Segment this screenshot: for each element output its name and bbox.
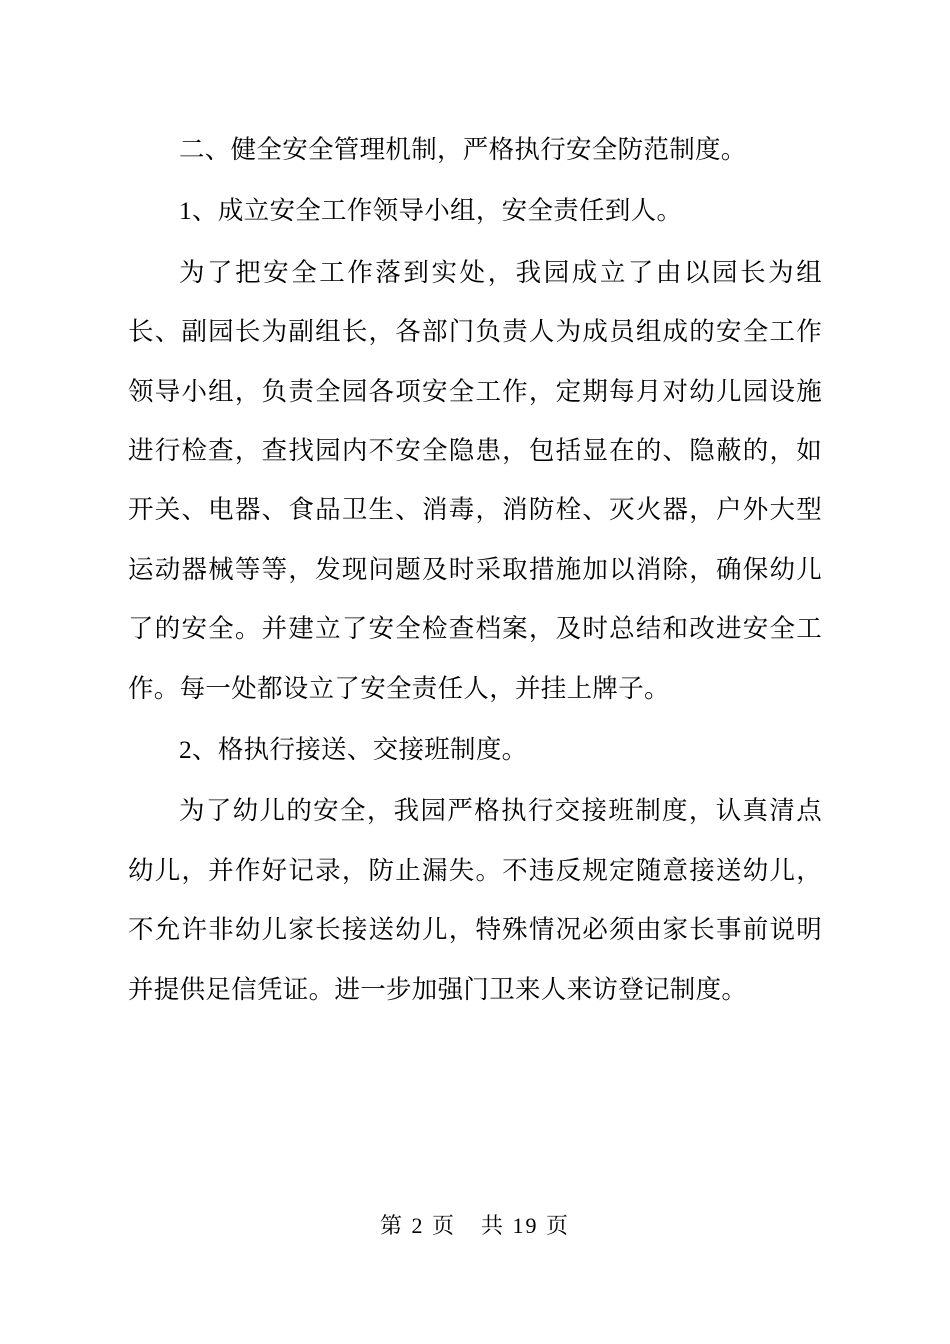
paragraph-item-1: 1、成立安全工作领导小组，安全责任到人。 [179, 196, 683, 226]
footer-page-total: 共 19 页 [481, 1213, 571, 1238]
document-body [128, 120, 822, 1019]
page-footer [0, 1209, 950, 1240]
paragraph-heading-2: 二、健全安全管理机制，严格执行安全防范制度。 [179, 135, 747, 164]
paragraph-item-2: 2、格执行接送、交接班制度。 [179, 735, 528, 765]
footer-page-current: 第 2 页 [379, 1213, 456, 1238]
paragraph-item-1-body: 为了把安全工作落到实处，我园成立了由以园长为组长、副园长为副组长，各部门负责人为成员组成的安全工作领导小组，负责全园各项安全工作，定期每月对幼儿园设施进行检查，查找园内不安全隐患，包括显在的、隐蔽的，如开关、电器、食品卫生、消毒，消防栓、灭火器，户外大型运动器械等等，发现问题及时采取措施加以消除，确保幼儿了的安全。并建立了安全检查档案，及时总结和改进安全工作。每一处都设立了安全责任人，并挂上牌子。 [128, 257, 822, 703]
paragraph-item-2-body: 为了幼儿的安全，我园严格执行交接班制度，认真清点幼儿，并作好记录，防止漏失。不违反规定随意接送幼儿，不允许非幼儿家长接送幼儿，特殊情况必须由家长事前说明并提供足信凭证。进一步加强门卫来人来访登记制度。 [128, 796, 822, 1004]
